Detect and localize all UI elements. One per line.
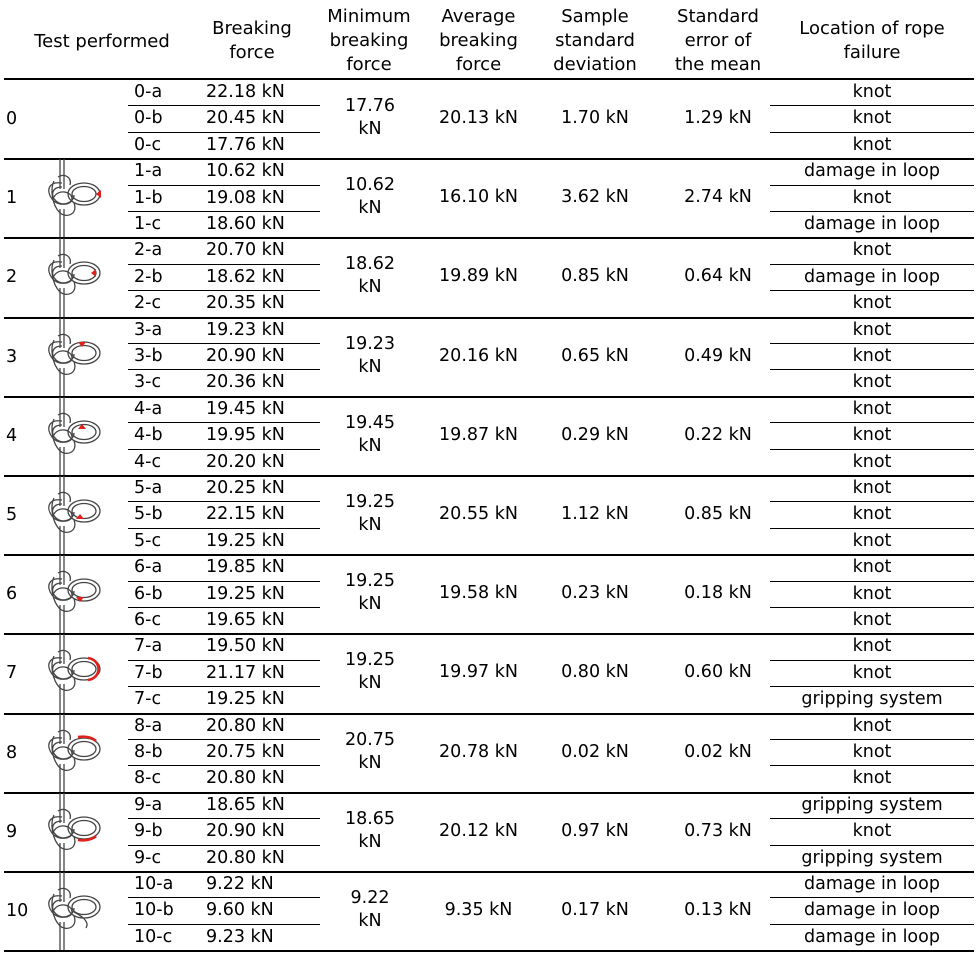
- failure-row-rule: [770, 818, 974, 819]
- minimum-breaking-force-unit: kN: [358, 594, 382, 615]
- minimum-breaking-force-value: 20.75: [344, 729, 396, 750]
- header-location-of-rope-failure: Location of rope failure: [799, 18, 945, 63]
- breaking-force-value: 9.22 kN: [206, 874, 274, 894]
- breaking-force-value: 17.76 kN: [206, 134, 285, 155]
- breaking-force-value: 22.18 kN: [206, 82, 285, 102]
- failure-row-rule: [770, 449, 974, 450]
- sample-row-rule: [128, 897, 320, 898]
- loop-inner: [72, 820, 96, 835]
- sample-label: 2-b: [134, 266, 163, 287]
- sample-row-rule: [128, 105, 320, 106]
- breaking-force-value: 20.80 kN: [206, 715, 285, 736]
- test-id: 3: [6, 346, 18, 367]
- breaking-force-value: 20.36 kN: [206, 372, 285, 393]
- sample-label: 6-c: [134, 610, 162, 630]
- test-id: 1: [6, 188, 18, 209]
- sample-label: 10-a: [134, 874, 174, 894]
- sample-standard-deviation-value: 1.12 kN: [561, 504, 629, 524]
- minimum-breaking-force-unit: kN: [358, 673, 382, 694]
- sample-row-rule: [128, 343, 320, 344]
- figure-eight-knot-icon: [38, 476, 102, 555]
- breaking-force-value: 20.20 kN: [206, 451, 285, 472]
- sample-label: 4-b: [134, 425, 163, 446]
- average-breaking-force-value: 20.55 kN: [439, 504, 518, 524]
- sample-label: 5-c: [134, 530, 162, 551]
- failure-location: knot: [852, 610, 892, 630]
- sample-standard-deviation-value: 0.17 kN: [561, 900, 629, 920]
- failure-location: knot: [852, 372, 892, 393]
- failure-row-rule: [770, 185, 974, 186]
- breaking-force-value: 19.65 kN: [206, 610, 285, 630]
- failure-mark: [91, 269, 96, 277]
- minimum-breaking-force-unit: kN: [358, 515, 382, 535]
- sample-label: 5-a: [134, 478, 163, 498]
- breaking-force-value: 10.62 kN: [206, 161, 285, 182]
- failure-row-rule: [770, 528, 974, 529]
- header-minimum-breaking-force: Minimum breaking force: [327, 6, 411, 75]
- sample-label: 1-c: [134, 214, 162, 234]
- loop-inner: [72, 662, 96, 677]
- breaking-force-value: 20.80 kN: [206, 768, 285, 789]
- failure-row-rule: [770, 105, 974, 106]
- figure-eight-knot-icon: [38, 318, 102, 397]
- average-breaking-force-value: 20.78 kN: [439, 741, 518, 762]
- sample-standard-deviation-value: 0.23 kN: [561, 583, 629, 604]
- failure-location: knot: [852, 451, 892, 472]
- failure-row-rule: [770, 897, 974, 898]
- failure-location: knot: [852, 504, 892, 525]
- sample-label: 3-b: [134, 346, 163, 366]
- sample-label: 3-a: [134, 319, 163, 340]
- loop-inner: [72, 187, 96, 202]
- sample-row-rule: [128, 290, 320, 291]
- minimum-breaking-force-value: 18.62: [344, 254, 396, 275]
- sample-standard-deviation-value: 1.70 kN: [561, 108, 629, 128]
- sample-label: 1-b: [134, 187, 163, 208]
- failure-row-rule: [770, 924, 974, 925]
- loop-inner: [72, 741, 96, 756]
- average-breaking-force-value: 9.35 kN: [444, 900, 513, 920]
- test-id: 8: [6, 742, 18, 763]
- sample-standard-deviation-value: 0.29 kN: [561, 424, 629, 445]
- sample-label: 10-b: [134, 900, 174, 921]
- figure-eight-knot-icon: [38, 714, 102, 793]
- sample-row-rule: [128, 211, 320, 212]
- failure-row-rule: [770, 660, 974, 661]
- sample-row-rule: [128, 686, 320, 687]
- breaking-force-value: 19.45 kN: [206, 398, 285, 419]
- sample-standard-deviation-value: 0.97 kN: [561, 820, 629, 841]
- failure-mark: [96, 190, 101, 198]
- sample-label: 8-b: [134, 742, 163, 762]
- breaking-force-value: 19.85 kN: [206, 557, 285, 578]
- sample-row-rule: [128, 422, 320, 423]
- header-rule: [4, 78, 974, 80]
- failure-location: knot: [852, 319, 892, 340]
- sample-row-rule: [128, 449, 320, 450]
- minimum-breaking-force-value: 18.65: [344, 808, 396, 829]
- failure-location: knot: [852, 293, 892, 314]
- sample-label: 7-b: [134, 662, 163, 683]
- standard-error-value: 0.22 kN: [684, 424, 752, 445]
- sample-label: 0-b: [134, 108, 163, 129]
- sample-label: 5-b: [134, 504, 163, 525]
- test-id: 9: [6, 821, 18, 842]
- failure-row-rule: [770, 422, 974, 423]
- standard-error-value: 1.29 kN: [684, 108, 752, 128]
- failure-row-rule: [770, 607, 974, 608]
- failure-mark: [88, 658, 99, 680]
- standard-error-value: 0.73 kN: [684, 820, 752, 841]
- average-breaking-force-value: 16.10 kN: [439, 187, 518, 208]
- minimum-breaking-force-unit: kN: [358, 752, 382, 773]
- minimum-breaking-force-value: 19.45: [344, 412, 396, 433]
- average-breaking-force-value: 20.16 kN: [439, 345, 518, 366]
- failure-location: damage in loop: [804, 874, 940, 894]
- breaking-force-value: 19.08 kN: [206, 187, 285, 208]
- failure-location: knot: [852, 425, 892, 446]
- breaking-force-value: 19.50 kN: [206, 636, 285, 657]
- sample-label: 9-c: [134, 847, 162, 868]
- failure-location: knot: [852, 478, 892, 498]
- sample-row-rule: [128, 924, 320, 925]
- figure-eight-knot-icon: [38, 872, 102, 951]
- breaking-force-value: 19.25 kN: [206, 530, 285, 551]
- minimum-breaking-force-value: 10.62: [344, 175, 396, 196]
- minimum-breaking-force-unit: kN: [358, 277, 382, 298]
- header-test-performed: Test performed: [34, 31, 170, 52]
- failure-row-rule: [770, 369, 974, 370]
- sample-row-rule: [128, 369, 320, 370]
- failure-location: knot: [852, 662, 892, 683]
- failure-location: damage in loop: [804, 900, 940, 921]
- average-breaking-force-value: 19.58 kN: [439, 583, 518, 604]
- sample-row-rule: [128, 581, 320, 582]
- sample-label: 9-b: [134, 821, 163, 842]
- standard-error-value: 0.64 kN: [684, 266, 752, 287]
- sample-row-rule: [128, 501, 320, 502]
- sample-row-rule: [128, 264, 320, 265]
- breaking-force-value: 19.23 kN: [206, 319, 285, 340]
- breaking-force-value: 20.80 kN: [206, 847, 285, 868]
- failure-location: knot: [852, 346, 892, 366]
- failure-location: gripping system: [801, 794, 943, 815]
- sample-row-rule: [128, 765, 320, 766]
- loop-inner: [72, 504, 96, 519]
- sample-row-rule: [128, 132, 320, 133]
- failure-row-rule: [770, 501, 974, 502]
- minimum-breaking-force-value: 19.25: [344, 650, 396, 671]
- test-id: 7: [6, 663, 18, 684]
- breaking-force-value: 20.70 kN: [206, 240, 285, 261]
- failure-location: knot: [852, 187, 892, 208]
- minimum-breaking-force-value: 19.25: [344, 492, 396, 512]
- figure-eight-knot-icon: [38, 634, 102, 713]
- sample-label: 7-a: [134, 636, 163, 657]
- breaking-force-value: 18.62 kN: [206, 266, 285, 287]
- sample-label: 6-a: [134, 557, 163, 578]
- failure-row-rule: [770, 581, 974, 582]
- loop-inner: [72, 583, 96, 598]
- average-breaking-force-value: 20.13 kN: [439, 108, 518, 128]
- breaking-force-value: 20.35 kN: [206, 293, 285, 314]
- sample-row-rule: [128, 660, 320, 661]
- sample-label: 2-a: [134, 240, 163, 261]
- failure-location: gripping system: [801, 689, 943, 710]
- breaking-force-value: 22.15 kN: [206, 504, 285, 525]
- sample-standard-deviation-value: 3.62 kN: [561, 187, 629, 208]
- sample-label: 0-c: [134, 134, 162, 155]
- failure-location: damage in loop: [804, 161, 940, 182]
- sample-standard-deviation-value: 0.80 kN: [561, 662, 629, 683]
- average-breaking-force-value: 19.87 kN: [439, 424, 518, 445]
- header-standard-error-of-mean: Standard error of the mean: [674, 6, 762, 75]
- sample-label: 1-a: [134, 161, 163, 182]
- sample-standard-deviation-value: 0.02 kN: [561, 741, 629, 762]
- breaking-force-value: 9.23 kN: [206, 926, 274, 947]
- failure-location: gripping system: [801, 847, 943, 868]
- figure-eight-knot-icon: [38, 555, 102, 634]
- standard-error-value: 2.74 kN: [684, 187, 752, 208]
- failure-location: knot: [852, 768, 892, 789]
- failure-location: knot: [852, 240, 892, 261]
- minimum-breaking-force-value: 19.25: [344, 571, 396, 592]
- sample-label: 4-a: [134, 398, 163, 419]
- minimum-breaking-force-unit: kN: [358, 831, 382, 852]
- failure-location: knot: [852, 108, 892, 129]
- failure-row-rule: [770, 343, 974, 344]
- figure-eight-knot-icon: [38, 238, 102, 317]
- sample-label: 2-c: [134, 293, 162, 314]
- failure-location: knot: [852, 557, 892, 578]
- minimum-breaking-force-unit: kN: [358, 435, 382, 456]
- sample-row-rule: [128, 818, 320, 819]
- breaking-force-value: 19.25 kN: [206, 583, 285, 604]
- failure-location: damage in loop: [804, 214, 940, 234]
- sample-label: 10-c: [134, 926, 173, 947]
- test-id: 6: [6, 584, 18, 605]
- failure-location: knot: [852, 715, 892, 736]
- group-rule: [4, 950, 974, 952]
- failure-location: knot: [852, 398, 892, 419]
- minimum-breaking-force-unit: kN: [358, 911, 382, 931]
- average-breaking-force-value: 19.89 kN: [439, 266, 518, 287]
- test-id: 10: [6, 901, 29, 921]
- standard-error-value: 0.02 kN: [684, 741, 752, 762]
- figure-eight-knot-icon: [38, 793, 102, 872]
- standard-error-value: 0.13 kN: [684, 900, 752, 920]
- failure-row-rule: [770, 845, 974, 846]
- sample-standard-deviation-value: 0.85 kN: [561, 266, 629, 287]
- sample-standard-deviation-value: 0.65 kN: [561, 345, 629, 366]
- minimum-breaking-force-value: 9.22: [350, 888, 390, 908]
- figure-eight-knot-icon: [38, 397, 102, 476]
- sample-label: 8-a: [134, 715, 163, 736]
- sample-label: 9-a: [134, 794, 163, 815]
- header-average-breaking-force: Average breaking force: [439, 6, 518, 75]
- breaking-force-value: 20.25 kN: [206, 478, 285, 498]
- breaking-force-value: 19.25 kN: [206, 689, 285, 710]
- header-breaking-force: Breaking force: [212, 18, 292, 63]
- minimum-breaking-force-unit: kN: [358, 119, 382, 139]
- header-sample-standard-deviation: Sample standard deviation: [553, 6, 637, 75]
- breaking-force-value: 9.60 kN: [206, 900, 274, 921]
- sample-row-rule: [128, 607, 320, 608]
- breaking-force-value: 18.60 kN: [206, 214, 285, 234]
- failure-location: knot: [852, 742, 892, 762]
- sample-row-rule: [128, 528, 320, 529]
- minimum-breaking-force-unit: kN: [358, 356, 382, 377]
- failure-row-rule: [770, 211, 974, 212]
- minimum-breaking-force-value: 19.23: [344, 333, 396, 354]
- sample-label: 8-c: [134, 768, 162, 789]
- breaking-force-value: 20.75 kN: [206, 742, 285, 762]
- failure-location: knot: [852, 530, 892, 551]
- sample-row-rule: [128, 185, 320, 186]
- failure-row-rule: [770, 739, 974, 740]
- minimum-breaking-force-unit: kN: [358, 198, 382, 219]
- figure-eight-knot-icon: [38, 159, 102, 238]
- failure-row-rule: [770, 264, 974, 265]
- failure-row-rule: [770, 765, 974, 766]
- standard-error-value: 0.18 kN: [684, 583, 752, 604]
- failure-location: damage in loop: [804, 266, 940, 287]
- failure-location: knot: [852, 636, 892, 657]
- sample-label: 0-a: [134, 82, 163, 102]
- failure-location: damage in loop: [804, 926, 940, 947]
- failure-location: knot: [852, 82, 892, 102]
- breaking-force-value: 20.45 kN: [206, 108, 285, 129]
- sample-label: 4-c: [134, 451, 162, 472]
- failure-location: knot: [852, 583, 892, 604]
- failure-row-rule: [770, 290, 974, 291]
- average-breaking-force-value: 20.12 kN: [439, 820, 518, 841]
- test-id: 2: [6, 267, 18, 288]
- sample-row-rule: [128, 739, 320, 740]
- test-id: 5: [6, 505, 18, 525]
- test-id: 4: [6, 425, 18, 446]
- average-breaking-force-value: 19.97 kN: [439, 662, 518, 683]
- minimum-breaking-force-value: 17.76: [344, 96, 396, 116]
- standard-error-value: 0.85 kN: [684, 504, 752, 524]
- breaking-force-value: 20.90 kN: [206, 821, 285, 842]
- sample-label: 6-b: [134, 583, 163, 604]
- sample-label: 7-c: [134, 689, 162, 710]
- failure-row-rule: [770, 132, 974, 133]
- test-id: 0: [6, 109, 18, 129]
- sample-row-rule: [128, 845, 320, 846]
- sample-label: 3-c: [134, 372, 162, 393]
- failure-location: knot: [852, 821, 892, 842]
- breaking-force-value: 21.17 kN: [206, 662, 285, 683]
- breaking-force-value: 20.90 kN: [206, 346, 285, 366]
- loop-inner: [72, 345, 96, 360]
- breaking-force-value: 19.95 kN: [206, 425, 285, 446]
- failure-location: knot: [852, 134, 892, 155]
- standard-error-value: 0.60 kN: [684, 662, 752, 683]
- failure-row-rule: [770, 686, 974, 687]
- breaking-force-value: 18.65 kN: [206, 794, 285, 815]
- standard-error-value: 0.49 kN: [684, 345, 752, 366]
